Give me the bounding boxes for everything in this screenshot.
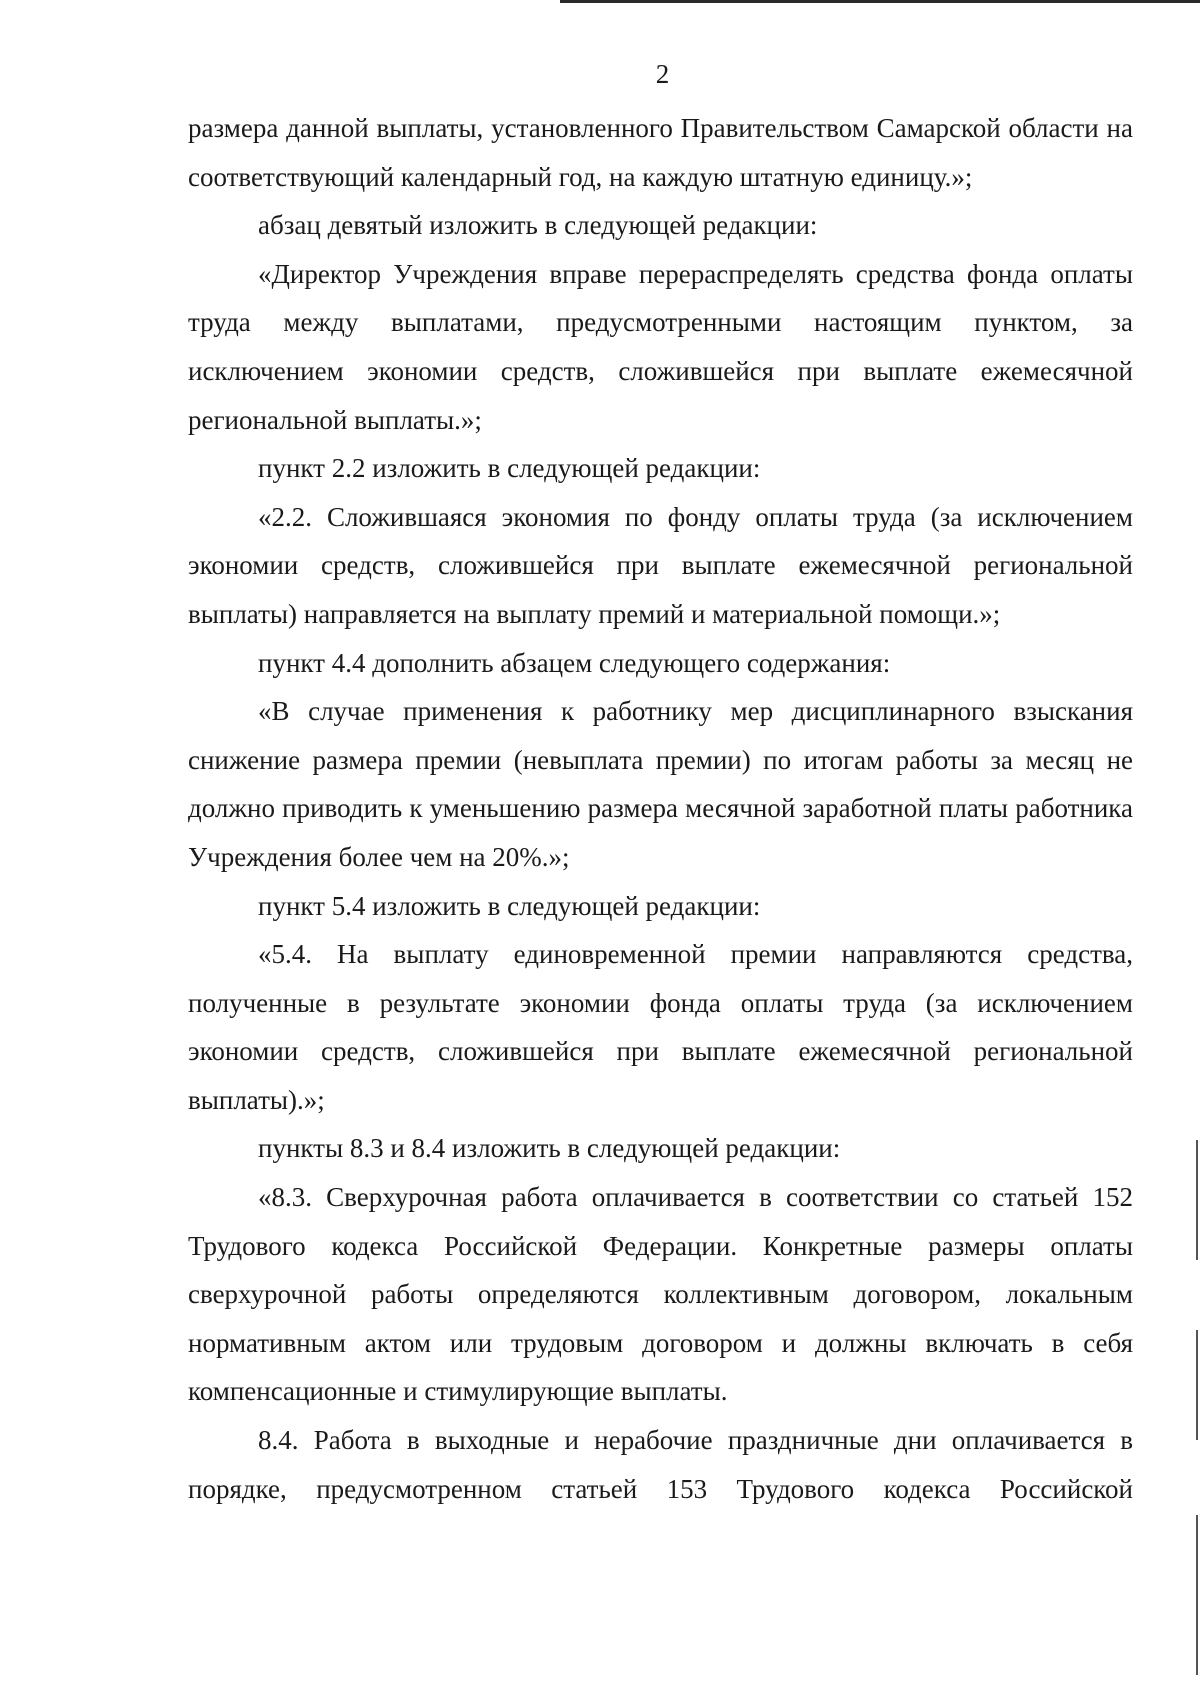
paragraph: «Директор Учреждения вправе перераспределять средства фонда оплаты труда между выплатами, предусмотренными настоящим пунктом, за исключением экономии средств, сложившейся при выплате ежемесячной региональной выплаты.»; — [188, 258, 1133, 435]
paragraph: абзац девятый изложить в следующей редакции: — [258, 210, 818, 241]
paragraph: размера данной выплаты, установленного Правительством Самарской области на соответствующий календарный год, на каждую штатную единицу.»; — [188, 113, 1133, 192]
paragraph: «5.4. На выплату единовременной премии направляются средства, полученные в результате экономии фонда оплаты труда (за исключением экономии средств, сложившейся при выплате ежемесячной региональной выплаты).»; — [188, 939, 1133, 1115]
paragraph: «8.3. Сверхурочная работа оплачивается в соответствии со статьей 152 Трудового кодекса Российской Федерации. Конкретные размеры оплаты сверхурочной работы определяются коллективным договором, локальным нормативным актом или трудовым договором и должны включать в себя компенсационные и стимулирующие выплаты. — [188, 1182, 1133, 1407]
paragraph: 8.4. Работа в выходные и нерабочие праздничные дни оплачивается в порядке, предусмотренном статьей 153 Трудового кодекса Российской — [188, 1425, 1133, 1504]
scan-edge-mark — [1196, 1140, 1198, 1260]
page-number: 2 — [655, 59, 670, 89]
paragraph: пункт 4.4 дополнить абзацем следующего содержания: — [258, 647, 891, 678]
paragraph: «2.2. Сложившаяся экономия по фонду оплаты труда (за исключением экономии средств, сложившейся при выплате ежемесячной региональной выплаты) направляется на выплату премий и материальной помощи.»; — [188, 501, 1133, 629]
paragraph: пункт 2.2 изложить в следующей редакции: — [258, 453, 761, 484]
paragraph: пункты 8.3 и 8.4 изложить в следующей редакции: — [258, 1133, 841, 1164]
scan-edge-mark — [1196, 1515, 1198, 1675]
scan-edge-mark — [1196, 1330, 1198, 1440]
top-edge-rule — [560, 0, 1200, 3]
paragraph: пункт 5.4 изложить в следующей редакции: — [258, 890, 761, 921]
paragraph: «В случае применения к работнику мер дисциплинарного взыскания снижение размера премии (невыплата премии) по итогам работы за месяц не должно приводить к уменьшению размера месячной заработной платы работника Учреждения более чем на 20%.»; — [188, 696, 1133, 872]
document-body — [188, 104, 1133, 1513]
